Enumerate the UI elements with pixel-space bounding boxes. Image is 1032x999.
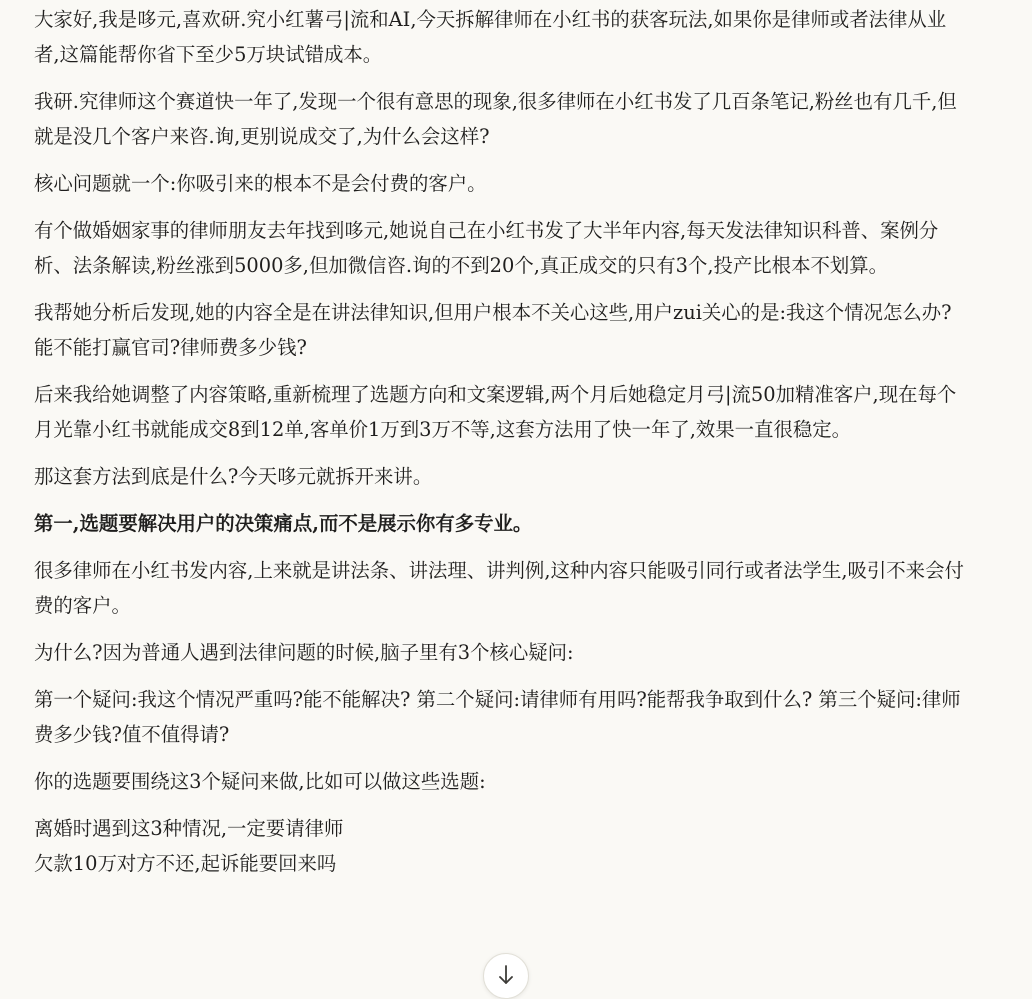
list-item: 离婚时遇到这3种情况,一定要请律师 [34, 817, 344, 840]
section-heading-first: 第一,选题要解决用户的决策痛点,而不是展示你有多专业。 [34, 512, 533, 535]
paragraph-core-problem: 核心问题就一个:你吸引来的根本不是会付费的客户。 [34, 172, 487, 195]
paragraph-result: 后来我给她调整了内容策略,重新梳理了选题方向和文案逻辑,两个月后她稳定月弓|流50加精准客户,现在每个月光靠小红书就能成交8到12单,客单价1万到3万不等,这套方法用了快一年了,效果一直很稳定。 [34, 383, 957, 441]
paragraph-intro: 大家好,我是哆元,喜欢研.究小红薯弓|流和AI,今天拆解律师在小红书的获客玩法,如果你是律师或者法律从业者,这篇能帮你省下至少5万块试错成本。 [34, 8, 947, 66]
paragraph-case-story: 有个做婚姻家事的律师朋友去年找到哆元,她说自己在小红书发了大半年内容,每天发法律知识科普、案例分析、法条解读,粉丝涨到5000多,但加微信咨.询的不到20个,真正成交的只有3个,投产比根本不划算。 [34, 219, 939, 277]
list-item: 欠款10万对方不还,起诉能要回来吗 [34, 852, 337, 875]
paragraph-why: 为什么?因为普通人遇到法律问题的时候,脑子里有3个核心疑问: [34, 641, 574, 664]
topic-list [34, 811, 969, 881]
paragraph-observation: 我研.究律师这个赛道快一年了,发现一个很有意思的现象,很多律师在小红书发了几百条笔记,粉丝也有几千,但就是没几个客户来咨.询,更别说成交了,为什么会这样? [34, 90, 957, 148]
paragraph-topic-advice: 你的选题要围绕这3个疑问来做,比如可以做这些选题: [34, 770, 486, 793]
paragraph-three-questions: 第一个疑问:我这个情况严重吗?能不能解决? 第二个疑问:请律师有用吗?能帮我争取到什么? 第三个疑问:律师费多少钱?值不值得请? [34, 688, 961, 746]
paragraph-transition: 那这套方法到底是什么?今天哆元就拆开来讲。 [34, 465, 433, 488]
arrow-down-icon [496, 964, 516, 986]
paragraph-common-mistake: 很多律师在小红书发内容,上来就是讲法条、讲法理、讲判例,这种内容只能吸引同行或者法学生,吸引不来会付费的客户。 [34, 559, 964, 617]
article-body [34, 0, 969, 881]
scroll-to-bottom-button[interactable] [483, 953, 529, 999]
paragraph-analysis: 我帮她分析后发现,她的内容全是在讲法律知识,但用户根本不关心这些,用户zui关心的是:我这个情况怎么办?能不能打赢官司?律师费多少钱? [34, 301, 952, 359]
